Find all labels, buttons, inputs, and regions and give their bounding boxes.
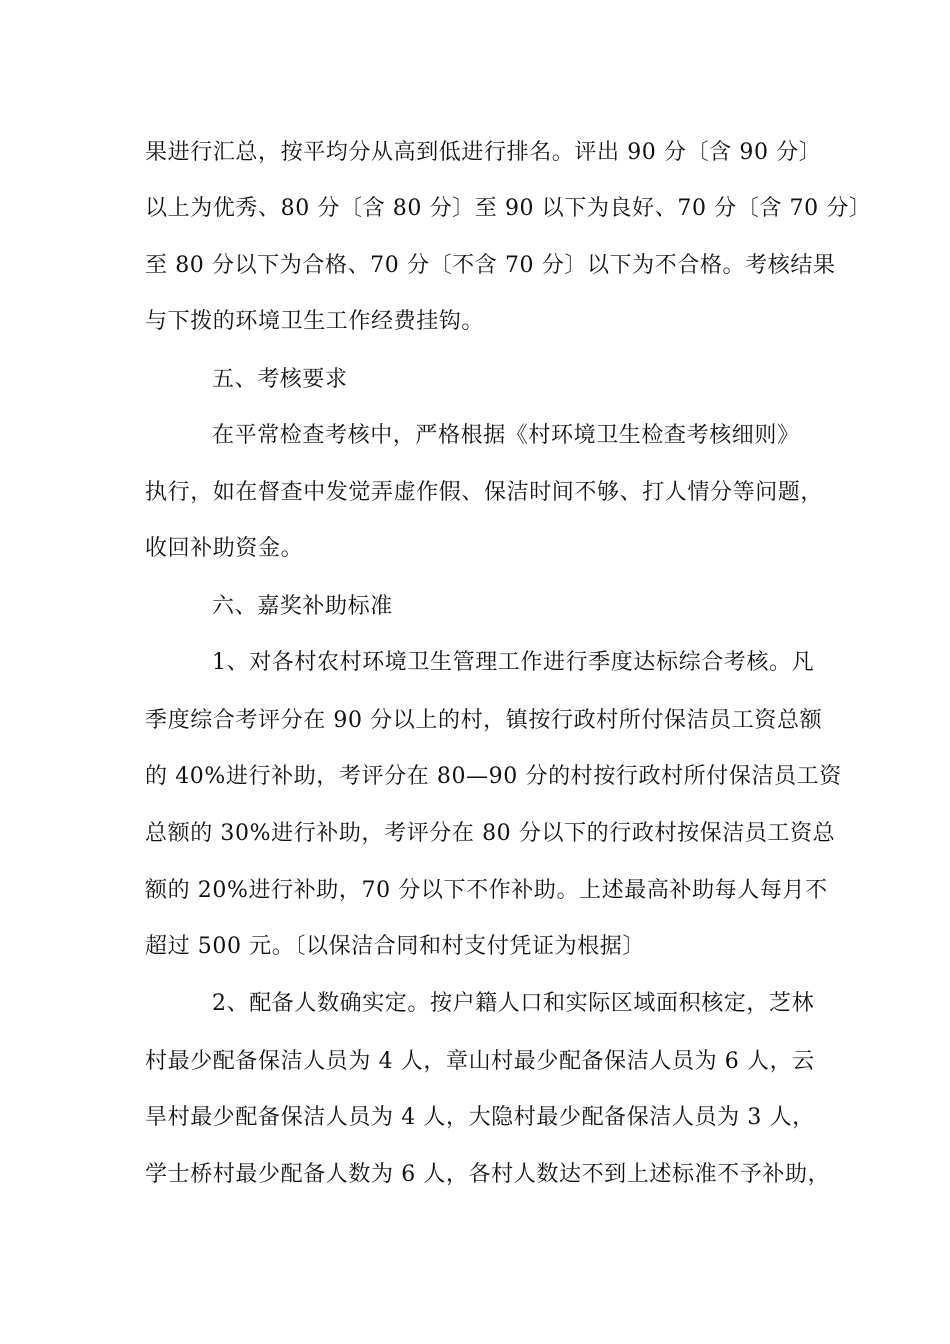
section-heading: 五、考核要求	[212, 367, 348, 392]
body-text-line: 学士桥村最少配备人数为 6 人，各村人数达不到上述标准不予补助，	[145, 1162, 831, 1187]
body-text-line: 超过 500 元。〔以保洁合同和村支付凭证为根据〕	[145, 934, 645, 959]
body-text-line: 村最少配备保洁人员为 4 人，章山村最少配备保洁人员为 6 人，云	[145, 1049, 815, 1074]
section-heading: 六、嘉奖补助标准	[212, 594, 393, 619]
body-text-line: 旱村最少配备保洁人员为 4 人，大隐村最少配备保洁人员为 3 人，	[145, 1105, 815, 1130]
body-text-line: 以上为优秀、80 分〔含 80 分〕至 90 以下为良好、70 分〔含 70 分〕	[145, 196, 872, 221]
body-text-line: 收回补助资金。	[145, 536, 304, 561]
body-text-line: 执行，如在督查中发觉弄虚作假、保洁时间不够、打人情分等问题，	[145, 480, 824, 505]
body-text-line: 季度综合考评分在 90 分以上的村，镇按行政村所付保洁员工资总额	[145, 708, 823, 733]
body-text-line: 至 80 分以下为合格、70 分〔不含 70 分〕以下为不合格。考核结果	[145, 253, 836, 278]
body-text-line: 的 40%进行补助，考评分在 80—90 分的村按行政村所付保洁员工资	[145, 764, 842, 789]
body-text-line: 1、对各村农村环境卫生管理工作进行季度达标综合考核。凡	[212, 650, 815, 675]
body-text-line: 在平常检查考核中，严格根据《村环境卫生检查考核细则》	[212, 423, 800, 448]
body-text-line: 果进行汇总，按平均分从高到低进行排名。评出 90 分〔含 90 分〕	[145, 140, 822, 165]
body-text-line: 额的 20%进行补助，70 分以下不作补助。上述最高补助每人每月不	[145, 878, 828, 903]
body-text-line: 2、配备人数确实定。按户籍人口和实际区域面积核定，芝林	[212, 991, 815, 1016]
body-text-line: 总额的 30%进行补助，考评分在 80 分以下的行政村按保洁员工资总	[145, 821, 836, 846]
body-text-line: 与下拨的环境卫生工作经费挂钩。	[145, 309, 485, 334]
